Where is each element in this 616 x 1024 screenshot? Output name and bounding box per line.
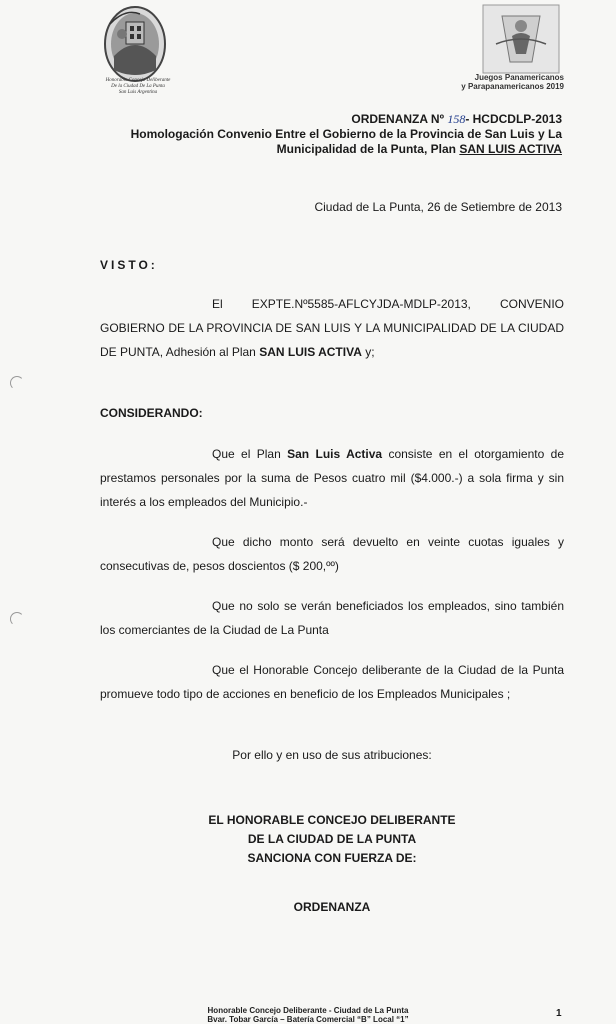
panamerican-games-logo — [482, 4, 560, 74]
games-caption-line: y Parapanamericanos 2019 — [461, 82, 564, 91]
considerando-paragraph-1 — [100, 442, 564, 514]
logo-caption-line: San Luis Argentina — [118, 90, 158, 95]
council-logo-caption — [88, 78, 188, 96]
visto-text-2: y; — [361, 345, 375, 359]
footer-line: Honorable Concejo Deliberante - Ciudad de La Punta — [207, 1006, 409, 1015]
sanciona-line: EL HONORABLE CONCEJO DELIBERANTE — [208, 813, 456, 827]
visto-text-1: El EXPTE.Nº5585-AFLCYJDA-MDLP-2013, CONVENIO GOBIERNO DE LA PROVINCIA DE SAN LUIS Y LA MUNICIPALIDAD DE LA CIUDAD DE PUNTA, Adhesión al Plan — [100, 297, 564, 359]
visto-heading: VISTO: — [100, 258, 158, 272]
logo-caption-line: Honorable Concejo Deliberante — [105, 78, 171, 83]
sanciona-line: SANCIONA CON FUERZA DE: — [247, 851, 417, 865]
sanciona-block — [100, 811, 564, 868]
page-number: 1 — [556, 1008, 562, 1019]
considerando-paragraph-4: Que el Honorable Concejo deliberante de la Ciudad de la Punta promueve todo tipo de acciones en beneficio de los Empleados Municipales ; — [100, 663, 564, 701]
handwritten-ordinance-number: 158 — [447, 112, 466, 126]
footer-line: Bvar. Tobar García – Batería Comercial “B” Local “1” — [207, 1015, 409, 1024]
p1-text-b: consiste en el otorgamiento de prestamos personales por la suma de Pesos cuatro mil ($4.000.-) a sola firma y sin interés a los empleados del Municipio.- — [100, 447, 564, 509]
ordinance-title-suffix: - HCDCDLP-2013 — [465, 112, 562, 126]
panamerican-games-caption — [440, 73, 564, 91]
p1-plan-name: San Luis Activa — [287, 447, 383, 461]
page-footer — [100, 1006, 516, 1024]
considerando-paragraph-3: Que no solo se verán beneficiados los empleados, sino también los comerciantes de la Ciudad de La Punta — [100, 599, 564, 637]
logo-caption-line: De la Ciudad De La Punta — [111, 84, 165, 89]
punch-hole — [10, 376, 24, 390]
visto-plan-name: SAN LUIS ACTIVA — [259, 345, 362, 359]
document-date: Ciudad de La Punta, 26 de Setiembre de 2013 — [314, 200, 562, 214]
ordenanza-heading: ORDENANZA — [293, 900, 371, 914]
ordinance-title — [351, 112, 562, 127]
ordinance-subtitle — [92, 127, 562, 157]
visto-paragraph — [100, 292, 564, 364]
subtitle-text: Homologación Convenio Entre el Gobierno de la Provincia de San Luis y La Municipalidad de la Punta, Plan — [130, 127, 562, 156]
sanciona-line: DE LA CIUDAD DE LA PUNTA — [247, 832, 417, 846]
council-logo — [100, 4, 170, 86]
considerando-heading: CONSIDERANDO: — [100, 406, 203, 420]
p1-text-a: Que el Plan — [212, 447, 288, 461]
por-ello-line: Por ello y en uso de sus atribuciones: — [232, 748, 432, 762]
punch-hole — [10, 612, 24, 626]
ordinance-title-prefix: ORDENANZA Nº — [351, 112, 444, 126]
subtitle-plan-name: SAN LUIS ACTIVA — [459, 142, 562, 156]
games-caption-line: Juegos Panamericanos — [474, 73, 564, 82]
considerando-paragraph-2: Que dicho monto será devuelto en veinte cuotas iguales y consecutivas de, pesos doscientos ($ 200,ºº) — [100, 535, 564, 573]
